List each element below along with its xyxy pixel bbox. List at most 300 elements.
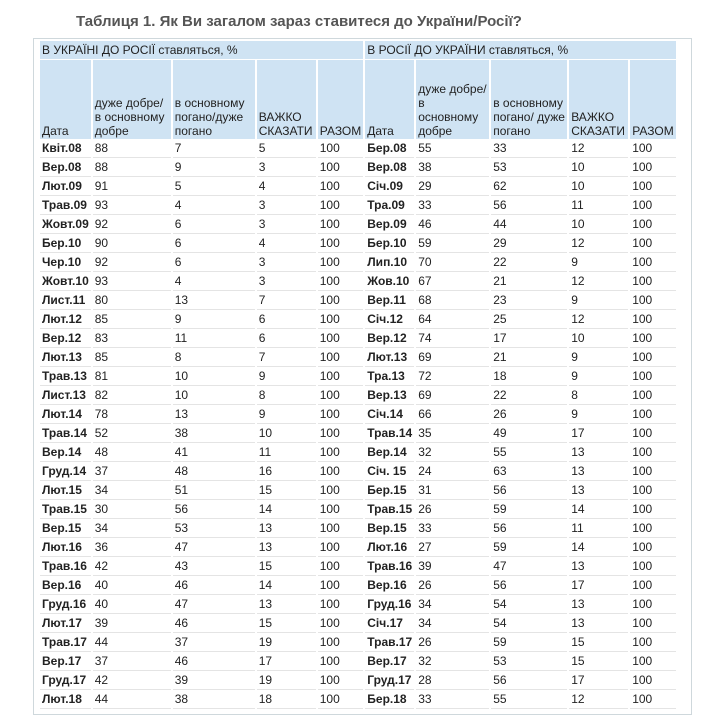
ukraine-group-header: В УКРАЇНІ ДО РОСІЇ ставляться, % <box>40 41 363 59</box>
table-row <box>40 539 676 557</box>
ua-cell-bad: 7 <box>173 140 255 158</box>
ru-cell-total: 100 <box>630 482 676 500</box>
ua-cell-total: 100 <box>318 463 364 481</box>
ua-cell-good: 82 <box>93 387 171 405</box>
ua-cell-date: Лют.17 <box>40 615 91 633</box>
ua-cell-good: 30 <box>93 501 171 519</box>
table-row <box>40 691 676 709</box>
ru-cell-total: 100 <box>630 501 676 519</box>
ua-cell-date: Лют.12 <box>40 311 91 329</box>
ru-cell-total: 100 <box>630 273 676 291</box>
ua-cell-bad: 47 <box>173 539 255 557</box>
ua-cell-bad: 38 <box>173 425 255 443</box>
ru-cell-good: 59 <box>416 235 489 253</box>
russia-group-header: В РОСІЇ ДО УКРАЇНИ ставляться, % <box>365 41 675 59</box>
ua-cell-total: 100 <box>318 539 364 557</box>
table-row <box>40 178 676 196</box>
ru-cell-bad: 33 <box>491 140 567 158</box>
ua-cell-date: Груд.16 <box>40 596 91 614</box>
ru-cell-hard-to-say: 15 <box>569 653 628 671</box>
ru-cell-total: 100 <box>630 292 676 310</box>
ua-cell-hard-to-say: 19 <box>257 672 316 690</box>
table-row <box>40 406 676 424</box>
ru-cell-total: 100 <box>630 634 676 652</box>
ru-cell-total: 100 <box>630 520 676 538</box>
ua-cell-bad: 6 <box>173 254 255 272</box>
ru-cell-bad: 54 <box>491 615 567 633</box>
table-row <box>40 596 676 614</box>
ru-cell-date: Бер.10 <box>365 235 414 253</box>
ru-cell-total: 100 <box>630 558 676 576</box>
ru-cell-total: 100 <box>630 596 676 614</box>
ua-cell-hard-to-say: 13 <box>257 539 316 557</box>
ua-cell-good: 40 <box>93 577 171 595</box>
ru-cell-bad: 63 <box>491 463 567 481</box>
ru-cell-date: Вер.09 <box>365 216 414 234</box>
ru-cell-hard-to-say: 9 <box>569 292 628 310</box>
ua-cell-good: 83 <box>93 330 171 348</box>
ru-cell-hard-to-say: 12 <box>569 140 628 158</box>
table-row <box>40 425 676 443</box>
ua-cell-total: 100 <box>318 292 364 310</box>
ua-cell-total: 100 <box>318 140 364 158</box>
table-row <box>40 159 676 177</box>
ru-cell-hard-to-say: 14 <box>569 539 628 557</box>
ua-cell-hard-to-say: 3 <box>257 197 316 215</box>
ru-cell-date: Січ.09 <box>365 178 414 196</box>
ua-cell-hard-to-say: 10 <box>257 425 316 443</box>
ru-cell-good: 67 <box>416 273 489 291</box>
ua-cell-hard-to-say: 7 <box>257 292 316 310</box>
ru-cell-date: Вер.13 <box>365 387 414 405</box>
ru-cell-date: Січ.14 <box>365 406 414 424</box>
ua-cell-total: 100 <box>318 672 364 690</box>
ua-cell-bad: 10 <box>173 387 255 405</box>
ru-cell-bad: 53 <box>491 653 567 671</box>
table-row <box>40 254 676 272</box>
ru-cell-total: 100 <box>630 254 676 272</box>
ua-cell-bad: 37 <box>173 634 255 652</box>
ru-cell-hard-to-say: 12 <box>569 273 628 291</box>
ua-cell-total: 100 <box>318 349 364 367</box>
ru-cell-bad: 25 <box>491 311 567 329</box>
ua-cell-date: Чер.10 <box>40 254 91 272</box>
table-title: Таблиця 1. Як Ви загалом зараз ставитеся до України/Росії? <box>76 13 522 30</box>
ru-cell-total: 100 <box>630 140 676 158</box>
table-row <box>40 615 676 633</box>
ua-cell-total: 100 <box>318 387 364 405</box>
ua-cell-total: 100 <box>318 330 364 348</box>
ua-cell-date: Вер.12 <box>40 330 91 348</box>
ru-cell-bad: 18 <box>491 368 567 386</box>
ua-cell-total: 100 <box>318 197 364 215</box>
ua-cell-good: 85 <box>93 311 171 329</box>
ua-cell-good: 88 <box>93 159 171 177</box>
ua-cell-date: Лют.16 <box>40 539 91 557</box>
ru-cell-hard-to-say: 13 <box>569 615 628 633</box>
ua-cell-total: 100 <box>318 444 364 462</box>
ua-cell-date: Жовт.09 <box>40 216 91 234</box>
ua-cell-bad: 48 <box>173 463 255 481</box>
ru-cell-hard-to-say: 13 <box>569 558 628 576</box>
ua-cell-hard-to-say: 4 <box>257 178 316 196</box>
ua-cell-good: 44 <box>93 634 171 652</box>
ru-cell-bad: 56 <box>491 577 567 595</box>
ua-cell-hard-to-say: 6 <box>257 330 316 348</box>
ua-cell-good: 37 <box>93 653 171 671</box>
ua-cell-bad: 43 <box>173 558 255 576</box>
ru-cell-hard-to-say: 13 <box>569 596 628 614</box>
table-row <box>40 672 676 690</box>
ua-cell-date: Трав.14 <box>40 425 91 443</box>
ru-cell-total: 100 <box>630 349 676 367</box>
ua-cell-date: Квіт.08 <box>40 140 91 158</box>
ru-cell-bad: 21 <box>491 273 567 291</box>
ru-cell-bad: 44 <box>491 216 567 234</box>
ru-cell-date: Груд.16 <box>365 596 414 614</box>
ua-cell-good: 34 <box>93 520 171 538</box>
ua-cell-good: 93 <box>93 197 171 215</box>
ru-cell-good: 26 <box>416 634 489 652</box>
ru-cell-good: 69 <box>416 387 489 405</box>
ru-cell-good: 32 <box>416 444 489 462</box>
ua-cell-date: Груд.14 <box>40 463 91 481</box>
ua-cell-bad: 46 <box>173 653 255 671</box>
ru-cell-date: Вер.12 <box>365 330 414 348</box>
ua-cell-total: 100 <box>318 178 364 196</box>
ru-cell-date: Жов.10 <box>365 273 414 291</box>
ru-cell-total: 100 <box>630 159 676 177</box>
ua-cell-good: 78 <box>93 406 171 424</box>
ru-cell-good: 33 <box>416 197 489 215</box>
ru-cell-total: 100 <box>630 577 676 595</box>
ua-cell-date: Вер.08 <box>40 159 91 177</box>
ru-cell-date: Трав.17 <box>365 634 414 652</box>
ru-cell-date: Лип.10 <box>365 254 414 272</box>
ua-cell-date: Трав.09 <box>40 197 91 215</box>
table-row <box>40 235 676 253</box>
table-row <box>40 197 676 215</box>
ru-cell-total: 100 <box>630 444 676 462</box>
ru-cell-bad: 26 <box>491 406 567 424</box>
ru-cell-bad: 55 <box>491 444 567 462</box>
ru-cell-good: 55 <box>416 140 489 158</box>
ua-col-date: Дата <box>40 60 91 139</box>
table-row <box>40 482 676 500</box>
ua-cell-total: 100 <box>318 254 364 272</box>
ru-cell-date: Груд.17 <box>365 672 414 690</box>
ru-cell-hard-to-say: 11 <box>569 520 628 538</box>
ua-col-hard-to-say: ВАЖКО СКАЗАТИ <box>257 60 316 139</box>
ua-cell-good: 52 <box>93 425 171 443</box>
ru-cell-bad: 21 <box>491 349 567 367</box>
ru-cell-date: Лют.16 <box>365 539 414 557</box>
ua-cell-hard-to-say: 15 <box>257 482 316 500</box>
ru-cell-total: 100 <box>630 197 676 215</box>
ua-cell-bad: 5 <box>173 178 255 196</box>
table-row <box>40 273 676 291</box>
ru-cell-hard-to-say: 17 <box>569 672 628 690</box>
ua-cell-total: 100 <box>318 273 364 291</box>
ru-cell-date: Трав.16 <box>365 558 414 576</box>
ua-cell-date: Лют.18 <box>40 691 91 709</box>
ua-cell-total: 100 <box>318 558 364 576</box>
ua-cell-bad: 56 <box>173 501 255 519</box>
ua-cell-good: 42 <box>93 672 171 690</box>
ua-cell-total: 100 <box>318 615 364 633</box>
ru-cell-hard-to-say: 13 <box>569 482 628 500</box>
ua-cell-good: 37 <box>93 463 171 481</box>
ua-cell-bad: 46 <box>173 577 255 595</box>
table-row <box>40 653 676 671</box>
ua-cell-bad: 4 <box>173 197 255 215</box>
ua-cell-bad: 41 <box>173 444 255 462</box>
ua-cell-hard-to-say: 19 <box>257 634 316 652</box>
ru-cell-date: Січ.17 <box>365 615 414 633</box>
ru-cell-total: 100 <box>630 425 676 443</box>
ru-cell-hard-to-say: 15 <box>569 634 628 652</box>
table-row <box>40 520 676 538</box>
table-row <box>40 444 676 462</box>
ru-cell-bad: 54 <box>491 596 567 614</box>
ua-cell-total: 100 <box>318 311 364 329</box>
ru-cell-date: Бер.08 <box>365 140 414 158</box>
table-row <box>40 330 676 348</box>
ru-cell-total: 100 <box>630 672 676 690</box>
ru-cell-hard-to-say: 10 <box>569 330 628 348</box>
ru-cell-date: Лют.13 <box>365 349 414 367</box>
ru-cell-hard-to-say: 8 <box>569 387 628 405</box>
ua-cell-total: 100 <box>318 159 364 177</box>
ru-cell-date: Вер.14 <box>365 444 414 462</box>
ua-cell-good: 81 <box>93 368 171 386</box>
ua-cell-hard-to-say: 7 <box>257 349 316 367</box>
ua-cell-total: 100 <box>318 577 364 595</box>
ua-cell-hard-to-say: 17 <box>257 653 316 671</box>
ua-cell-hard-to-say: 8 <box>257 387 316 405</box>
ua-cell-bad: 53 <box>173 520 255 538</box>
ru-cell-total: 100 <box>630 539 676 557</box>
ru-cell-date: Січ. 15 <box>365 463 414 481</box>
ru-cell-date: Бер.18 <box>365 691 414 709</box>
ru-cell-good: 26 <box>416 501 489 519</box>
table-row <box>40 558 676 576</box>
ru-cell-total: 100 <box>630 235 676 253</box>
ua-cell-hard-to-say: 9 <box>257 406 316 424</box>
ru-cell-good: 64 <box>416 311 489 329</box>
ru-cell-bad: 53 <box>491 159 567 177</box>
ua-cell-bad: 39 <box>173 672 255 690</box>
ua-cell-good: 39 <box>93 615 171 633</box>
ru-cell-date: Тра.09 <box>365 197 414 215</box>
ua-cell-good: 88 <box>93 140 171 158</box>
ua-cell-date: Лист.11 <box>40 292 91 310</box>
ru-cell-bad: 59 <box>491 634 567 652</box>
ua-cell-total: 100 <box>318 235 364 253</box>
ua-cell-good: 34 <box>93 482 171 500</box>
ru-cell-bad: 59 <box>491 539 567 557</box>
ru-cell-date: Тра.13 <box>365 368 414 386</box>
ru-col-date: Дата <box>365 60 414 139</box>
ru-cell-total: 100 <box>630 178 676 196</box>
ru-cell-hard-to-say: 9 <box>569 368 628 386</box>
ru-cell-good: 33 <box>416 520 489 538</box>
ru-cell-hard-to-say: 11 <box>569 197 628 215</box>
table-row <box>40 368 676 386</box>
ua-col-bad: в основному погано/дуже погано <box>173 60 255 139</box>
ua-cell-bad: 11 <box>173 330 255 348</box>
ru-cell-bad: 59 <box>491 501 567 519</box>
ua-cell-bad: 38 <box>173 691 255 709</box>
ua-cell-bad: 46 <box>173 615 255 633</box>
ru-cell-date: Вер.11 <box>365 292 414 310</box>
ua-cell-date: Вер.16 <box>40 577 91 595</box>
ua-cell-total: 100 <box>318 596 364 614</box>
ua-col-total: РАЗОМ <box>318 60 364 139</box>
ru-cell-total: 100 <box>630 368 676 386</box>
ua-cell-good: 44 <box>93 691 171 709</box>
ru-cell-total: 100 <box>630 463 676 481</box>
ru-cell-hard-to-say: 14 <box>569 501 628 519</box>
ua-cell-bad: 6 <box>173 216 255 234</box>
ua-cell-date: Трав.13 <box>40 368 91 386</box>
ru-cell-bad: 62 <box>491 178 567 196</box>
ru-cell-bad: 47 <box>491 558 567 576</box>
ua-cell-date: Трав.16 <box>40 558 91 576</box>
ru-cell-hard-to-say: 9 <box>569 349 628 367</box>
ua-cell-date: Вер.17 <box>40 653 91 671</box>
ua-cell-hard-to-say: 3 <box>257 254 316 272</box>
ru-cell-good: 24 <box>416 463 489 481</box>
table-row <box>40 463 676 481</box>
ru-cell-bad: 56 <box>491 482 567 500</box>
ua-cell-hard-to-say: 15 <box>257 558 316 576</box>
ru-cell-total: 100 <box>630 653 676 671</box>
ua-cell-hard-to-say: 4 <box>257 235 316 253</box>
ua-cell-hard-to-say: 14 <box>257 501 316 519</box>
ua-cell-hard-to-say: 3 <box>257 273 316 291</box>
ua-cell-date: Лют.14 <box>40 406 91 424</box>
table-row <box>40 216 676 234</box>
table-row <box>40 140 676 158</box>
ru-cell-good: 28 <box>416 672 489 690</box>
table-row <box>40 577 676 595</box>
ua-cell-hard-to-say: 9 <box>257 368 316 386</box>
ru-cell-good: 38 <box>416 159 489 177</box>
ru-cell-good: 46 <box>416 216 489 234</box>
ua-cell-good: 92 <box>93 254 171 272</box>
ua-cell-good: 42 <box>93 558 171 576</box>
ua-cell-bad: 9 <box>173 159 255 177</box>
ru-cell-date: Трав.15 <box>365 501 414 519</box>
ua-cell-hard-to-say: 13 <box>257 520 316 538</box>
table-row <box>40 292 676 310</box>
ua-cell-date: Вер.14 <box>40 444 91 462</box>
opinion-table <box>38 40 678 710</box>
ua-cell-date: Бер.10 <box>40 235 91 253</box>
ua-cell-hard-to-say: 18 <box>257 691 316 709</box>
table-row <box>40 634 676 652</box>
ru-col-hard-to-say: ВАЖКО СКАЗАТИ <box>569 60 628 139</box>
ua-cell-hard-to-say: 13 <box>257 596 316 614</box>
ru-col-good: дуже добре/в основному добре <box>416 60 489 139</box>
ua-cell-hard-to-say: 14 <box>257 577 316 595</box>
ru-cell-good: 31 <box>416 482 489 500</box>
ru-cell-good: 39 <box>416 558 489 576</box>
ru-cell-date: Бер.15 <box>365 482 414 500</box>
ru-cell-bad: 23 <box>491 292 567 310</box>
ru-cell-date: Вер.15 <box>365 520 414 538</box>
ru-col-total: РАЗОМ <box>630 60 676 139</box>
ru-cell-good: 29 <box>416 178 489 196</box>
ua-cell-good: 90 <box>93 235 171 253</box>
ua-cell-good: 80 <box>93 292 171 310</box>
ua-cell-total: 100 <box>318 368 364 386</box>
table-body <box>40 140 676 709</box>
ua-cell-bad: 4 <box>173 273 255 291</box>
ru-cell-hard-to-say: 12 <box>569 691 628 709</box>
ru-cell-hard-to-say: 10 <box>569 178 628 196</box>
ru-cell-good: 32 <box>416 653 489 671</box>
ru-cell-bad: 56 <box>491 197 567 215</box>
ua-cell-hard-to-say: 3 <box>257 159 316 177</box>
ua-cell-total: 100 <box>318 634 364 652</box>
ru-cell-bad: 22 <box>491 254 567 272</box>
ru-cell-date: Вер.08 <box>365 159 414 177</box>
ua-cell-bad: 51 <box>173 482 255 500</box>
ru-cell-good: 34 <box>416 615 489 633</box>
ua-cell-good: 40 <box>93 596 171 614</box>
ru-cell-good: 70 <box>416 254 489 272</box>
ru-cell-hard-to-say: 17 <box>569 425 628 443</box>
ru-cell-hard-to-say: 12 <box>569 235 628 253</box>
ru-cell-good: 69 <box>416 349 489 367</box>
ru-cell-good: 66 <box>416 406 489 424</box>
ua-cell-total: 100 <box>318 482 364 500</box>
ru-cell-total: 100 <box>630 691 676 709</box>
ua-cell-date: Лют.13 <box>40 349 91 367</box>
ru-cell-bad: 56 <box>491 672 567 690</box>
ru-cell-date: Січ.12 <box>365 311 414 329</box>
ua-cell-total: 100 <box>318 520 364 538</box>
ua-cell-bad: 8 <box>173 349 255 367</box>
ua-cell-total: 100 <box>318 501 364 519</box>
ru-cell-bad: 56 <box>491 520 567 538</box>
ru-cell-hard-to-say: 9 <box>569 254 628 272</box>
ru-cell-hard-to-say: 17 <box>569 577 628 595</box>
ru-cell-hard-to-say: 10 <box>569 159 628 177</box>
ru-cell-bad: 17 <box>491 330 567 348</box>
ua-cell-total: 100 <box>318 406 364 424</box>
ru-cell-date: Вер.17 <box>365 653 414 671</box>
ru-cell-good: 72 <box>416 368 489 386</box>
ru-cell-bad: 29 <box>491 235 567 253</box>
ua-cell-hard-to-say: 3 <box>257 216 316 234</box>
ua-cell-date: Лист.13 <box>40 387 91 405</box>
ru-cell-good: 74 <box>416 330 489 348</box>
ua-cell-bad: 9 <box>173 311 255 329</box>
ua-cell-good: 93 <box>93 273 171 291</box>
ua-cell-date: Вер.15 <box>40 520 91 538</box>
ru-cell-hard-to-say: 10 <box>569 216 628 234</box>
ua-cell-bad: 6 <box>173 235 255 253</box>
ua-cell-date: Лют.09 <box>40 178 91 196</box>
ru-cell-total: 100 <box>630 216 676 234</box>
ru-cell-hard-to-say: 13 <box>569 463 628 481</box>
ua-cell-good: 85 <box>93 349 171 367</box>
ru-cell-good: 35 <box>416 425 489 443</box>
ru-cell-good: 34 <box>416 596 489 614</box>
